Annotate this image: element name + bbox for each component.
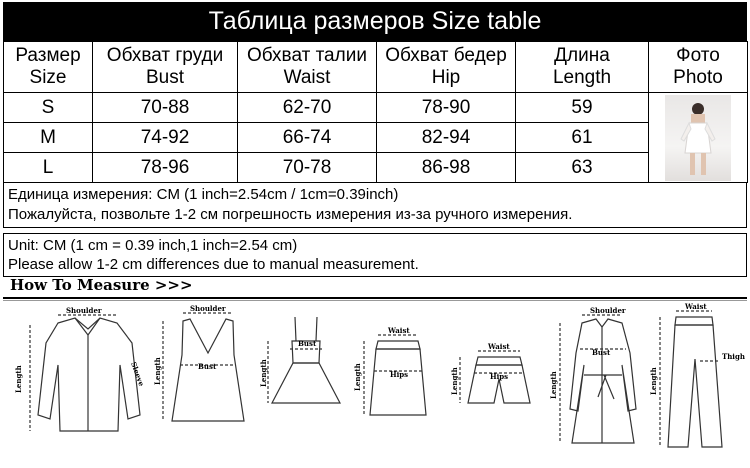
- cell-waist: 70-78: [238, 153, 377, 183]
- unit-note-en: Unit: CM (1 cm = 0.39 inch,1 inch=2.54 cm): [8, 237, 298, 254]
- header-bust: Обхват груди Bust: [93, 42, 238, 93]
- table-row: [4, 93, 748, 123]
- table-header-row: [4, 42, 748, 93]
- dress-diagram: [259, 317, 340, 403]
- page-title: Таблица размеров Size table: [3, 2, 747, 41]
- header-size: Размер Size: [4, 42, 93, 93]
- label-length: Length: [353, 363, 362, 391]
- label-length: Length: [14, 365, 23, 393]
- measurement-diagrams: [0, 303, 750, 463]
- unit-note-ru: Единица измерения: CM (1 inch=2.54cm / 1cm=0.39inch): [8, 186, 399, 203]
- divider: [3, 297, 747, 299]
- divider: [3, 300, 747, 301]
- header-photo: Фото Photo: [649, 42, 748, 93]
- label-hips: Hips: [490, 372, 509, 381]
- tolerance-note-ru: Пожалуйста, позвольте 1-2 см погрешность измерения из-за ручного измерения.: [8, 206, 573, 223]
- label-waist: Waist: [388, 326, 410, 335]
- header-waist: Обхват талии Waist: [238, 42, 377, 93]
- label-bust: Bust: [592, 348, 611, 357]
- size-table: [3, 41, 748, 183]
- table-row: [4, 153, 748, 183]
- label-length: Length: [153, 357, 162, 385]
- cell-size: S: [4, 93, 93, 123]
- cell-size: L: [4, 153, 93, 183]
- cell-length: 59: [516, 93, 649, 123]
- label-length: Length: [259, 359, 268, 387]
- size-chart: [3, 2, 747, 277]
- shirt-diagram: [14, 306, 146, 431]
- table-row: [4, 123, 748, 153]
- cell-hip: 86-98: [377, 153, 516, 183]
- label-sleeve: Sleeve: [129, 360, 147, 388]
- label-hips: Hips: [390, 370, 409, 379]
- label-thigh: Thigh: [722, 352, 745, 361]
- label-bust: Bust: [298, 339, 317, 348]
- label-length: Length: [450, 367, 459, 395]
- coat-diagram: [549, 306, 636, 443]
- cell-waist: 66-74: [238, 123, 377, 153]
- notes-russian: [3, 183, 747, 228]
- how-to-measure-heading: How To Measure >>>: [10, 276, 193, 294]
- cell-bust: 74-92: [93, 123, 238, 153]
- label-bust: Bust: [198, 362, 217, 371]
- cell-bust: 78-96: [93, 153, 238, 183]
- tolerance-note-en: Please allow 1-2 cm differences due to manual measurement.: [8, 256, 419, 273]
- cell-waist: 62-70: [238, 93, 377, 123]
- label-length: Length: [549, 371, 558, 399]
- label-waist: Waist: [685, 303, 707, 311]
- notes-english: [3, 233, 747, 277]
- label-waist: Waist: [488, 342, 510, 351]
- cell-hip: 78-90: [377, 93, 516, 123]
- tank-diagram: [153, 304, 244, 421]
- cell-size: M: [4, 123, 93, 153]
- product-photo: [649, 93, 748, 183]
- dress-photo: [665, 95, 731, 181]
- cell-length: 63: [516, 153, 649, 183]
- pants-diagram: [649, 303, 745, 447]
- cell-hip: 82-94: [377, 123, 516, 153]
- cell-bust: 70-88: [93, 93, 238, 123]
- header-length: Длина Length: [516, 42, 649, 93]
- skirt-diagram: [353, 326, 426, 415]
- shorts-diagram: [450, 342, 530, 403]
- label-shoulder: Shoulder: [66, 306, 102, 315]
- label-shoulder: Shoulder: [590, 306, 626, 315]
- cell-length: 61: [516, 123, 649, 153]
- label-length: Length: [649, 367, 658, 395]
- header-hip: Обхват бедер Hip: [377, 42, 516, 93]
- label-shoulder: Shoulder: [190, 304, 226, 313]
